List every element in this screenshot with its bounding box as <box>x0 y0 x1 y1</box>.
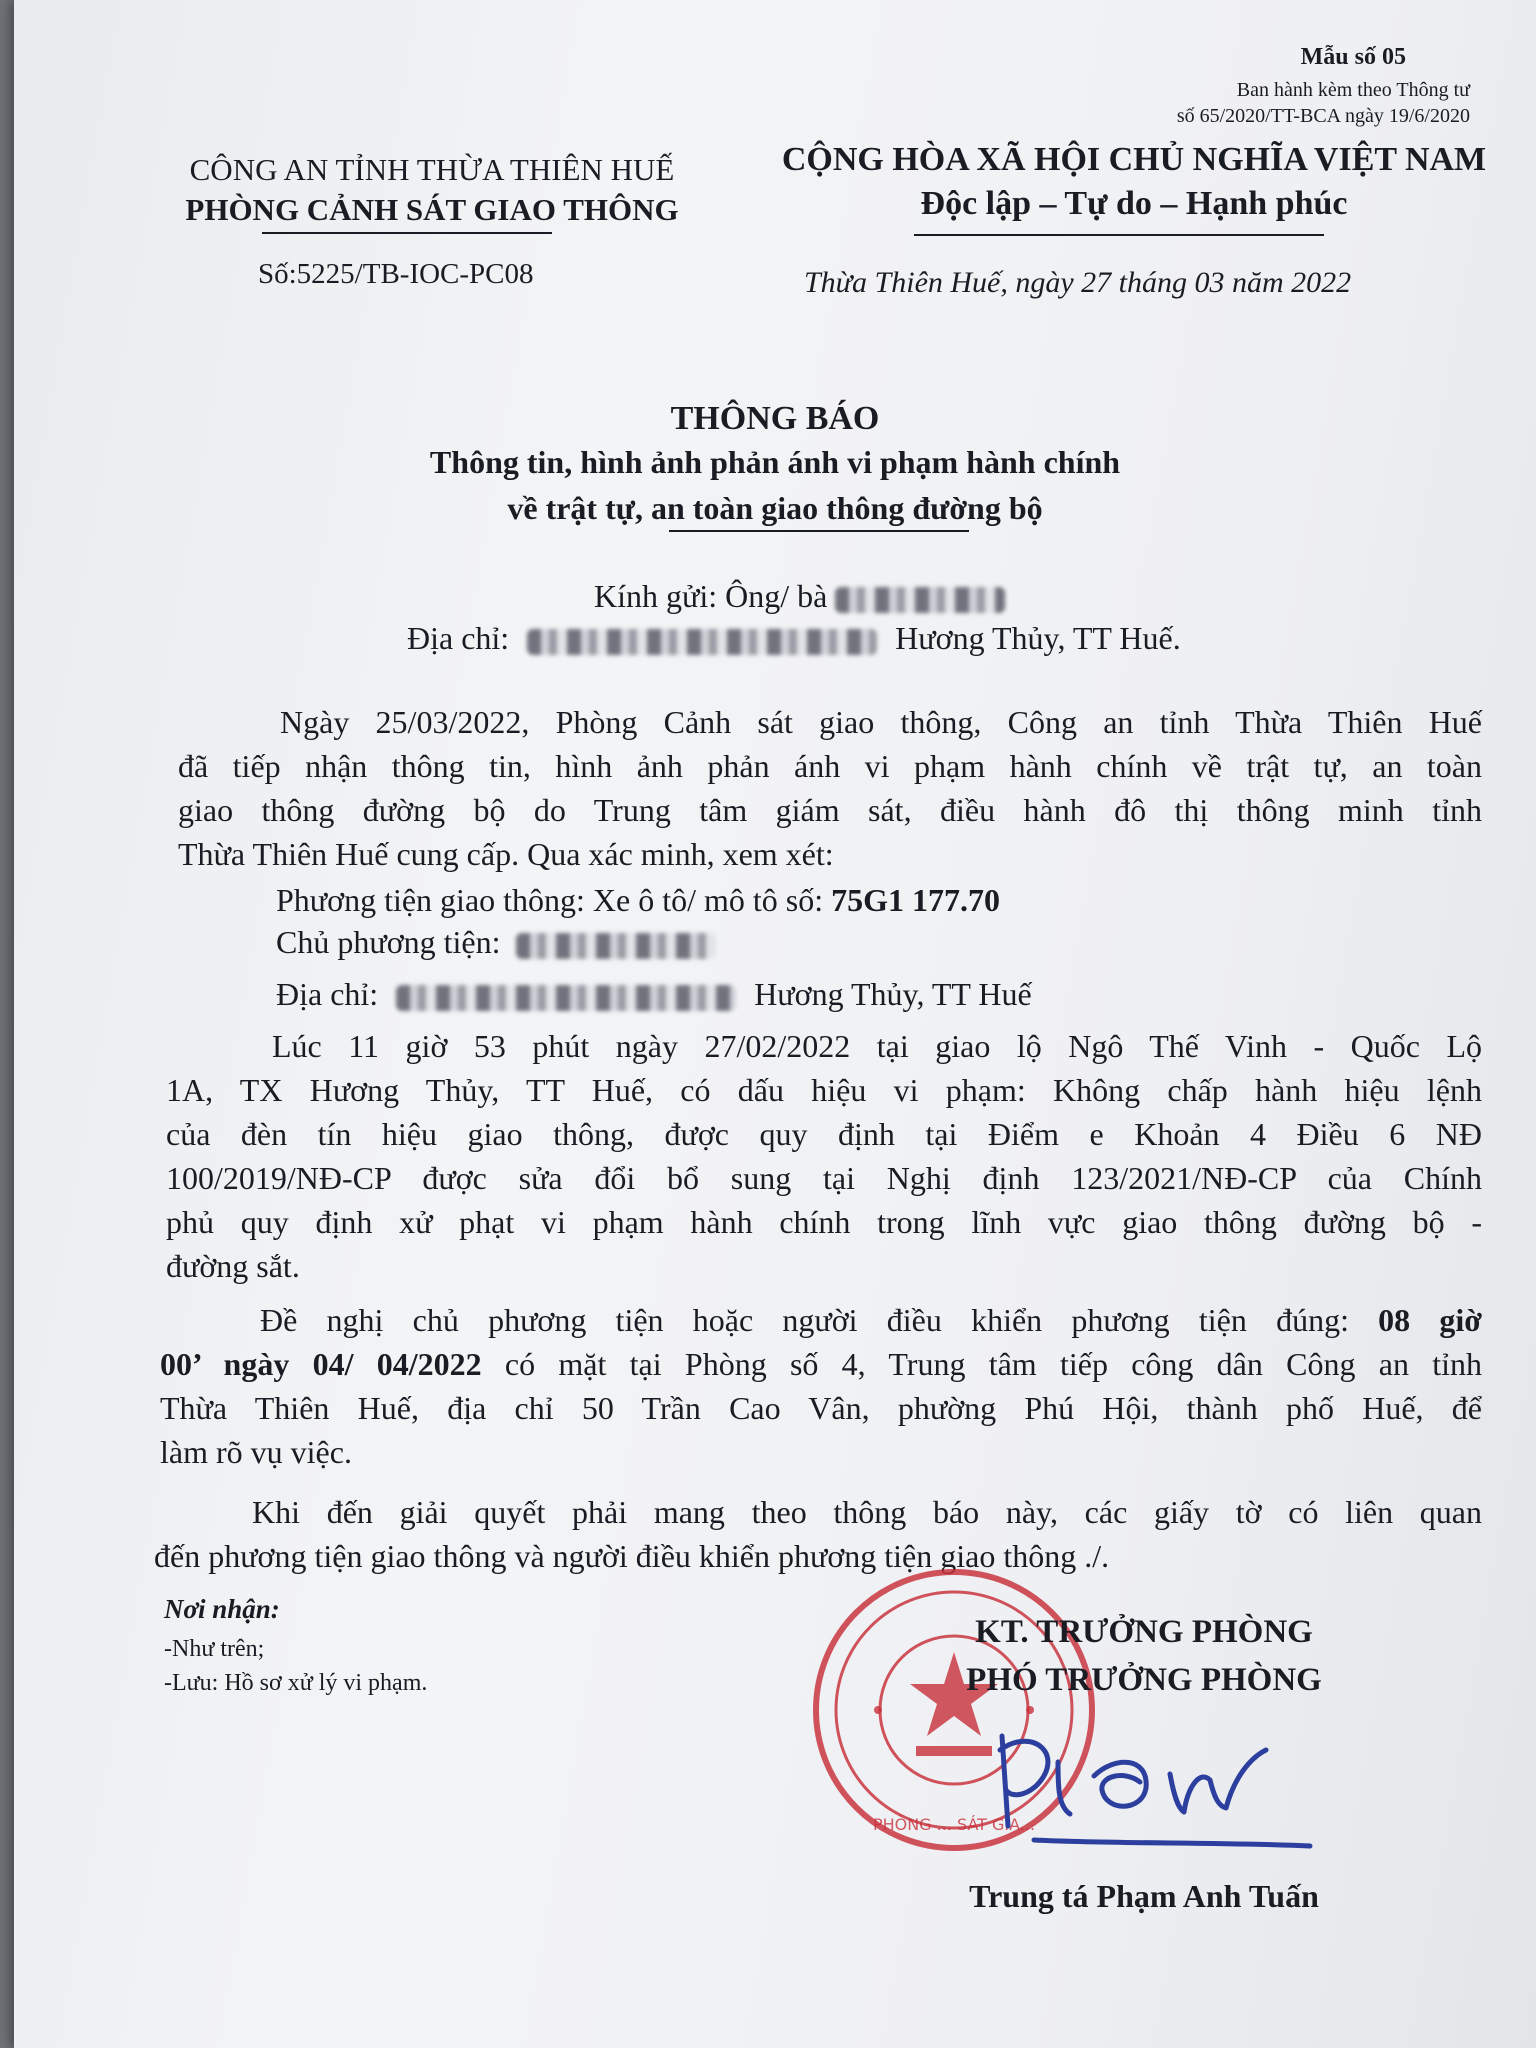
document-number: Số:5225/TB-IOC-PC08 <box>258 258 534 290</box>
form-note-line2: số 65/2020/TT-BCA ngày 19/6/2020 <box>1176 105 1470 127</box>
p2-line: Lúc 11 giờ 53 phút ngày 27/02/2022 tại giao lộ Ngô Thế Vinh - Quốc Lộ <box>272 1028 1482 1064</box>
owner-label: Chủ phương tiện: <box>276 924 501 960</box>
p1-line: giao thông đường bộ do Trung tâm giám sát, điều hành đô thị thông minh tỉnh <box>178 792 1482 828</box>
document-subtitle-1: Thông tin, hình ảnh phản ánh vi phạm hành chính <box>429 444 1121 480</box>
p2-line: của đèn tín hiệu giao thông, được quy định tại Điểm e Khoản 4 Điều 6 NĐ <box>166 1116 1482 1152</box>
p1-line: đã tiếp nhận thông tin, hình ảnh phản ánh vi phạm hành chính về trật tự, an toàn <box>178 748 1482 784</box>
salutation: Kính gửi: Ông/ bà <box>594 578 828 614</box>
signer-name: Trung tá Phạm Anh Tuấn <box>969 1878 1319 1914</box>
date-line: Thừa Thiên Huế, ngày 27 tháng 03 năm 2022 <box>804 266 1352 299</box>
p1-line: Ngày 25/03/2022, Phòng Cảnh sát giao thông, Công an tỉnh Thừa Thiên Huế <box>280 704 1482 740</box>
p2-line: đường sắt. <box>166 1248 300 1284</box>
p1-line: Thừa Thiên Huế cung cấp. Qua xác minh, xem xét: <box>178 836 834 872</box>
motto: Độc lập – Tự do – Hạnh phúc <box>920 185 1348 222</box>
national-heading <box>754 138 1514 226</box>
p3-line: Thừa Thiên Huế, địa chỉ 50 Trần Cao Vân, phường Phú Hội, thành phố Huế, để <box>160 1390 1482 1426</box>
address-label: Địa chỉ: <box>407 620 510 656</box>
p3-line-1 <box>260 1300 1482 1340</box>
p2-line: 1A, TX Hương Thủy, TT Huế, có dấu hiệu vi phạm: Không chấp hành hiệu lệnh <box>166 1072 1482 1108</box>
document-subtitle-2: về trật tự, an toàn giao thông đường bộ <box>507 490 1043 526</box>
vehicle-line <box>276 880 1000 920</box>
signer-role-1: KT. TRƯỞNG PHÒNG <box>975 1614 1313 1650</box>
owner-address-tail: Hương Thủy, TT Huế <box>754 976 1032 1012</box>
signer-role-2: PHÓ TRƯỞNG PHÒNG <box>966 1662 1322 1698</box>
redacted-address <box>527 629 877 655</box>
p3-line-2 <box>160 1344 1482 1384</box>
form-note-line1: Ban hành kèm theo Thông tư <box>1236 79 1470 101</box>
receiver-item: -Lưu: Hồ sơ xử lý vi phạm. <box>164 1670 428 1696</box>
redacted-owner-address <box>396 985 736 1011</box>
recipient-address-line <box>407 618 1181 658</box>
owner-address-label: Địa chỉ: <box>276 976 379 1012</box>
nation-name: CỘNG HÒA XÃ HỘI CHỦ NGHĨA VIỆT NAM <box>781 141 1487 178</box>
vehicle-plate: 75G1 177.70 <box>831 882 1001 918</box>
form-code: Mẫu số 05 <box>1300 44 1406 70</box>
owner-address-line <box>276 974 1032 1014</box>
subtitle-divider <box>669 530 969 532</box>
redacted-owner <box>516 933 716 959</box>
seal-text: PHÒNG ... SÁT GIA... <box>872 1815 1036 1834</box>
owner-line <box>276 922 716 962</box>
issuing-authority <box>132 150 732 230</box>
p4-line: đến phương tiện giao thông và người điều khiển phương tiện giao thông ./. <box>154 1538 1110 1574</box>
p3-line: làm rõ vụ việc. <box>160 1434 352 1470</box>
org-parent: CÔNG AN TỈNH THỪA THIÊN HUẾ <box>189 152 675 187</box>
vehicle-label: Phương tiện giao thông: Xe ô tô/ mô tô số: <box>276 882 824 918</box>
document-page <box>14 0 1536 2048</box>
p2-line: 100/2019/NĐ-CP được sửa đổi bổ sung tại Nghị định 123/2021/NĐ-CP của Chính <box>166 1160 1482 1196</box>
p2-line: phủ quy định xử phạt vi phạm hành chính trong lĩnh vực giao thông đường bộ - <box>166 1204 1482 1240</box>
appointment-time: 08 giờ <box>1378 1302 1482 1338</box>
divider-right <box>914 234 1324 236</box>
receiver-item: -Như trên; <box>164 1636 265 1662</box>
recipient-line <box>594 576 1005 616</box>
address-tail: Hương Thủy, TT Huế. <box>895 620 1181 656</box>
receivers-heading: Nơi nhận: <box>164 1594 280 1624</box>
document-title: THÔNG BÁO <box>670 400 880 437</box>
p3-line2-text: có mặt tại Phòng số 4, Trung tâm tiếp công dân Công an tỉnh <box>504 1346 1482 1382</box>
p4-line: Khi đến giải quyết phải mang theo thông báo này, các giấy tờ có liên quan <box>252 1494 1482 1530</box>
appointment-date: 00’ ngày 04/ 04/2022 <box>160 1346 482 1382</box>
redacted-name <box>835 587 1005 613</box>
org-unit: PHÒNG CẢNH SÁT GIAO THÔNG <box>185 192 679 227</box>
divider-left <box>262 232 552 234</box>
handwritten-signature <box>974 1716 1314 1866</box>
p3-line1-text: Đề nghị chủ phương tiện hoặc người điều khiển phương tiện đúng: <box>260 1302 1349 1338</box>
